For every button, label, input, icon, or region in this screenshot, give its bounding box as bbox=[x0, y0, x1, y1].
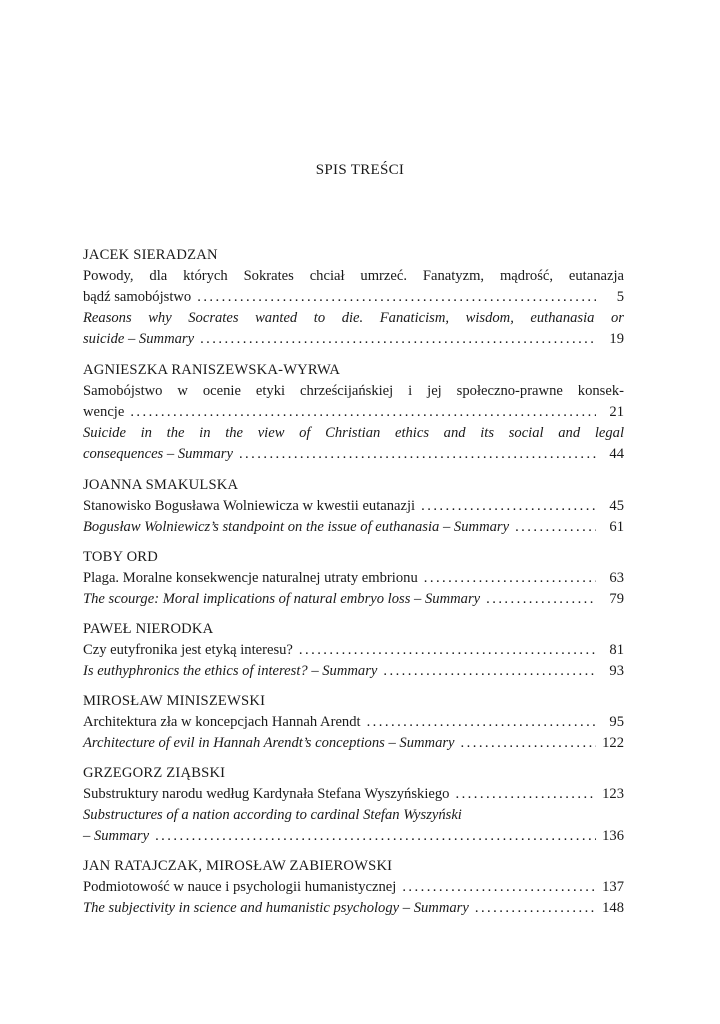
dot-leader bbox=[130, 402, 596, 423]
entry-author: GRZEGORZ ZIĄBSKI bbox=[83, 765, 226, 781]
page-number: 61 bbox=[609, 519, 624, 535]
entry-title-pl-line: Samobójstwo w ocenie etyki chrześcijańskiej i jej społeczno-prawne konsek- bbox=[83, 383, 624, 399]
page-number: 81 bbox=[609, 642, 624, 658]
entry-title-pl-line bbox=[83, 568, 624, 589]
dot-leader bbox=[383, 661, 596, 682]
entry-author: AGNIESZKA RANISZEWSKA-WYRWA bbox=[83, 362, 341, 378]
entry-title-en-line: Suicide in the in the view of Christian ethics and its social and legal bbox=[83, 425, 624, 441]
entry-author: JAN RATAJCZAK, MIROSŁAW ZABIEROWSKI bbox=[83, 858, 393, 874]
dot-leader bbox=[486, 589, 596, 610]
entry-author: JACEK SIERADZAN bbox=[83, 247, 218, 263]
entry-title-en-text: The subjectivity in science and humanistic psychology – Summary bbox=[83, 900, 469, 916]
entry-title-pl-text: Architektura zła w koncepcjach Hannah Arendt bbox=[83, 714, 361, 730]
entry-title-en-line bbox=[83, 898, 624, 919]
page-number: 95 bbox=[609, 714, 624, 730]
entry-title-pl-text: Podmiotowość w nauce i psychologii humanistycznej bbox=[83, 879, 397, 895]
table-of-contents bbox=[83, 244, 624, 927]
entry-title-pl-text: Czy eutyfronika jest etyką interesu? bbox=[83, 642, 293, 658]
entry-title-pl-text: bądź samobójstwo bbox=[83, 289, 192, 305]
entry-title-en-line bbox=[83, 826, 624, 847]
page-number: 122 bbox=[602, 735, 624, 751]
dot-leader bbox=[515, 517, 596, 538]
entry-title-en-text: suicide – Summary bbox=[83, 331, 195, 347]
entry-author: TOBY ORD bbox=[83, 549, 158, 565]
dot-leader bbox=[424, 568, 596, 589]
entry-title-en-line: Substructures of a nation according to cardinal Stefan Wyszyński bbox=[83, 807, 462, 823]
dot-leader bbox=[200, 329, 596, 350]
toc-entry bbox=[83, 244, 624, 350]
dot-leader bbox=[455, 784, 596, 805]
entry-title-pl-text: wencje bbox=[83, 404, 125, 420]
entry-title-en-text: consequences – Summary bbox=[83, 446, 233, 462]
entry-title-en-line bbox=[83, 733, 624, 754]
page-number: 63 bbox=[609, 570, 624, 586]
dot-leader bbox=[421, 496, 596, 517]
dot-leader bbox=[155, 826, 596, 847]
page-number: 137 bbox=[602, 879, 624, 895]
page-title: SPIS TREŚCI bbox=[315, 162, 405, 178]
entry-title-pl-line bbox=[83, 784, 624, 805]
page-number: 45 bbox=[609, 498, 624, 514]
page-number: 5 bbox=[616, 289, 624, 305]
entry-title-en-line bbox=[83, 444, 624, 465]
entry-title-en-line bbox=[83, 329, 624, 350]
dot-leader bbox=[475, 898, 596, 919]
entry-title-pl-line bbox=[83, 287, 624, 308]
entry-title-pl-text: Stanowisko Bogusława Wolniewicza w kwestii eutanazji bbox=[83, 498, 416, 514]
entry-title-pl-text: Substruktury narodu według Kardynała Stefana Wyszyńskiego bbox=[83, 786, 450, 802]
dot-leader bbox=[239, 444, 596, 465]
toc-entry bbox=[83, 474, 624, 538]
toc-entry bbox=[83, 359, 624, 465]
entry-title-en-text: Is euthyphronics the ethics of interest? – Summary bbox=[83, 663, 378, 679]
toc-entry bbox=[83, 546, 624, 610]
page-number: 19 bbox=[609, 331, 624, 347]
page-number: 136 bbox=[602, 828, 624, 844]
page-number: 44 bbox=[609, 446, 624, 462]
page-number: 123 bbox=[602, 786, 624, 802]
entry-title-en-line: Reasons why Socrates wanted to die. Fanaticism, wisdom, euthanasia or bbox=[83, 310, 624, 326]
dot-leader bbox=[402, 877, 596, 898]
entry-title-pl-text: Plaga. Moralne konsekwencje naturalnej utraty embrionu bbox=[83, 570, 418, 586]
entry-title-pl-line bbox=[83, 877, 624, 898]
entry-title-pl-line bbox=[83, 640, 624, 661]
entry-title-en-text: Architecture of evil in Hannah Arendt’s conceptions – Summary bbox=[83, 735, 455, 751]
entry-title-en-line bbox=[83, 589, 624, 610]
toc-entry bbox=[83, 618, 624, 682]
dot-leader bbox=[299, 640, 596, 661]
entry-title-pl-line bbox=[83, 712, 624, 733]
entry-title-pl-line bbox=[83, 402, 624, 423]
entry-author: JOANNA SMAKULSKA bbox=[83, 477, 239, 493]
page-number: 148 bbox=[602, 900, 624, 916]
toc-entry bbox=[83, 762, 624, 847]
entry-title-en-text: Bogusław Wolniewicz’s standpoint on the issue of euthanasia – Summary bbox=[83, 519, 510, 535]
entry-title-pl-line bbox=[83, 496, 624, 517]
entry-author: MIROSŁAW MINISZEWSKI bbox=[83, 693, 266, 709]
toc-entry bbox=[83, 855, 624, 919]
entry-title-en-text: – Summary bbox=[83, 828, 150, 844]
dot-leader bbox=[461, 733, 596, 754]
entry-title-en-line bbox=[83, 517, 624, 538]
entry-title-en-text: The scourge: Moral implications of natural embryo loss – Summary bbox=[83, 591, 481, 607]
dot-leader bbox=[197, 287, 596, 308]
page-number: 93 bbox=[609, 663, 624, 679]
entry-author: PAWEŁ NIERODKA bbox=[83, 621, 214, 637]
entry-title-en-line bbox=[83, 661, 624, 682]
dot-leader bbox=[367, 712, 596, 733]
toc-entry bbox=[83, 690, 624, 754]
page-number: 79 bbox=[609, 591, 624, 607]
entry-title-pl-line: Powody, dla których Sokrates chciał umrzeć. Fanatyzm, mądrość, eutanazja bbox=[83, 268, 624, 284]
page-number: 21 bbox=[609, 404, 624, 420]
